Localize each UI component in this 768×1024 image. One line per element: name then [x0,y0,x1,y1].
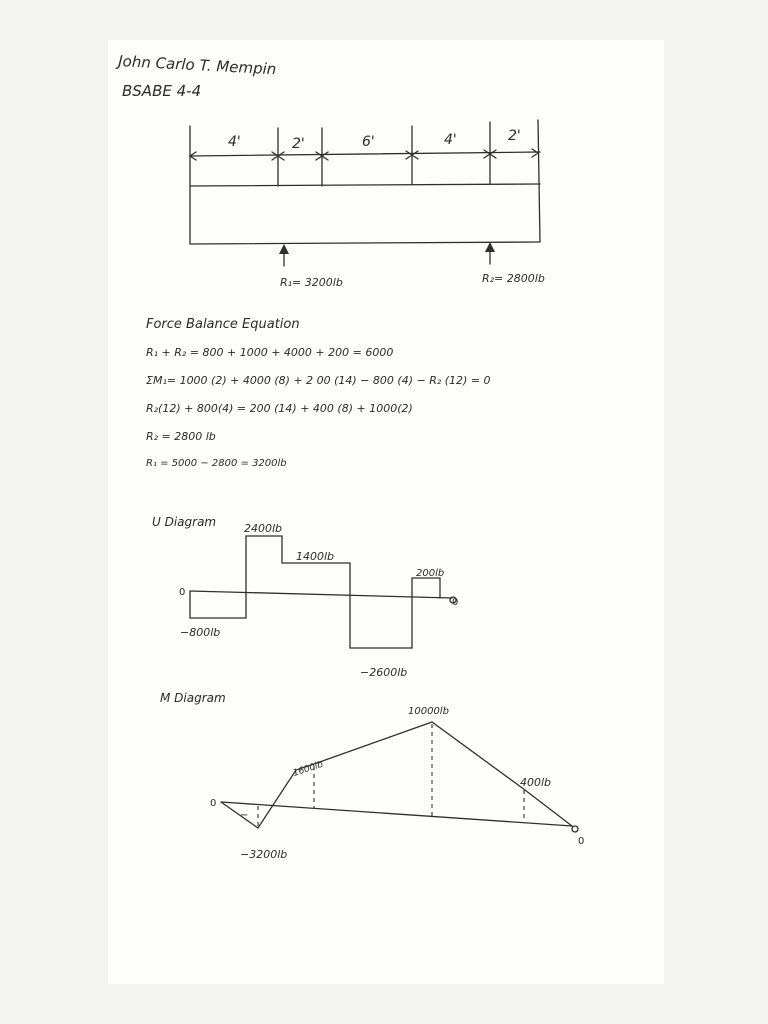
student-section: BSABE 4-4 [122,82,202,100]
v-label-200: 200lb [416,568,445,579]
reaction-right-arrowhead-icon [485,242,495,252]
span-label-2: 2' [292,136,305,152]
equation-line-3: R₂(12) + 800(4) = 200 (14) + 400 (8) + 1000(2) [146,402,413,415]
force-balance-equations [146,317,491,469]
equation-line-1: R₁ + R₂ = 800 + 1000 + 4000 + 200 = 6000 [146,346,394,359]
m-end-zero-marker [572,826,578,832]
span-label-3: 6' [362,134,375,150]
beam-diagram [190,120,545,289]
equation-line-5: R₁ = 5000 − 2800 = 3200lb [146,458,287,469]
m-zero-label: 0 [210,798,217,809]
m-diagram-title: M Diagram [160,691,226,705]
v-label-2400: 2400lb [244,522,283,535]
reaction-right-label: R₂= 2800lb [482,272,545,285]
m-label-neg-3200: −3200lb [240,848,288,861]
student-name: John Carlo T. Mempin [117,52,277,79]
equation-line-2: ΣM₁= 1000 (2) + 4000 (8) + 2 00 (14) − 800 (4) − R₂ (12) = 0 [146,374,491,387]
m-end-zero-label: 0 [578,836,585,847]
v-baseline [190,591,452,598]
reaction-left-arrowhead-icon [279,244,289,254]
m-label-1600: 1600lb [291,759,325,779]
reaction-left-label: R₁= 3200lb [280,276,343,289]
v-zero-label: 0 [179,587,186,598]
m-label-400: 400lb [520,776,552,789]
beam-top [190,184,540,186]
v-end-zero-label: 0 [452,597,459,608]
m-baseline [221,802,572,826]
v-label-1400: 1400lb [296,550,335,563]
m-label-10000: 10000lb [408,706,449,717]
span-label-1: 4' [228,134,241,150]
moment-diagram [160,597,584,861]
equation-line-4: R₂ = 2800 lb [146,430,216,443]
v-label-neg-800: −800lb [180,626,221,639]
equations-title: Force Balance Equation [146,317,300,332]
span-label-5: 2' [508,128,521,144]
m-moment-curve [221,722,572,828]
beam-right-edge [538,120,540,242]
span-label-4: 4' [444,132,457,148]
v-label-neg-2600: −2600lb [360,666,408,679]
m-negative-region-sign: − [240,810,249,821]
shear-diagram [152,515,459,679]
v-diagram-title: U Diagram [152,515,217,529]
beam-bottom [190,242,540,244]
